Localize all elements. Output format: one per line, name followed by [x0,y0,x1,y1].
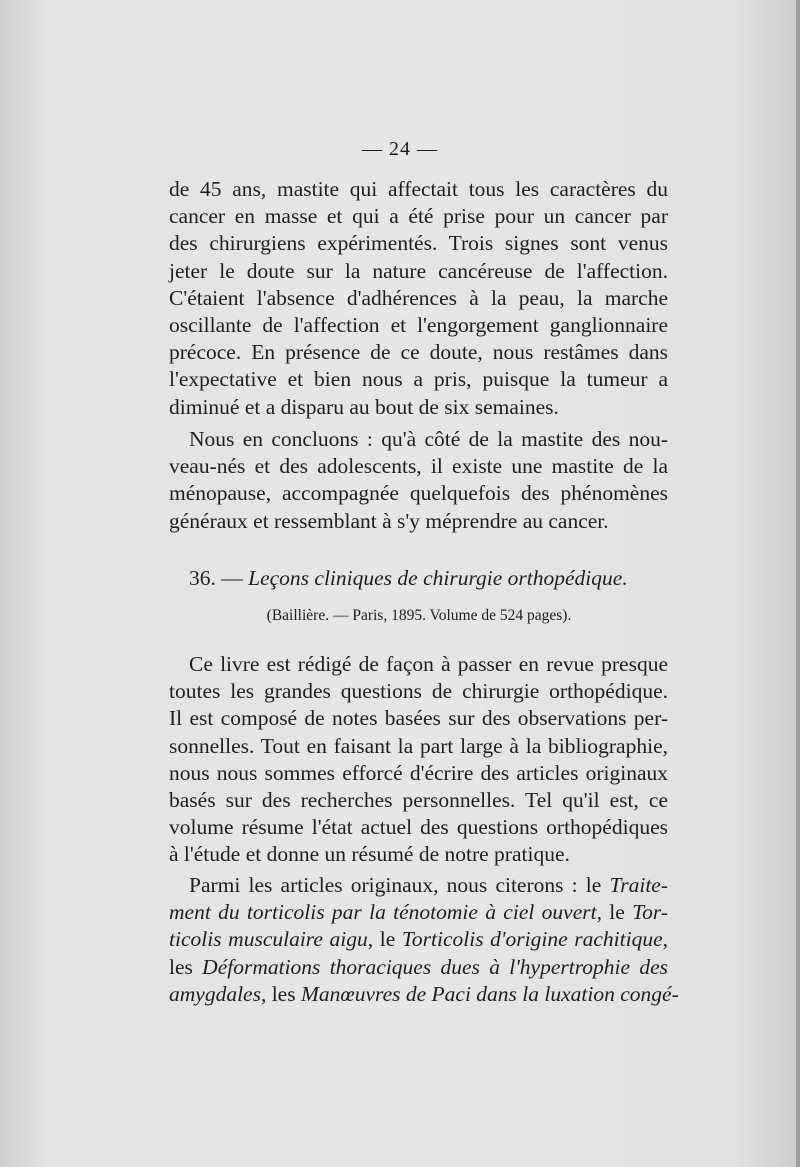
article-title: ticolis musculaire aigu [169,927,368,952]
text-line: à l'étude et donne un résumé de notre pratique. [169,842,570,867]
paragraph-book-description [169,651,668,869]
text-run: les [169,954,203,979]
text-run: , le [367,927,402,952]
text-run: , les [260,981,301,1006]
text-line: l'expectative et bien nous a pris, puisque la tumeur a [169,367,668,392]
text-line: toutes les grandes questions de chirurgie orthopédique. [169,679,668,704]
text-line: oscillante de l'affection et l'engorgement ganglionnaire [169,312,668,337]
text-line: cancer en masse et qui a été prise pour un cancer par [169,204,668,229]
text-line [169,954,668,981]
article-title: Tor- [632,900,668,925]
page-number: — 24 — [362,138,438,160]
entry-number: 36. — [189,566,243,590]
text-line: de 45 ans, mastite qui affectait tous les caractères du [169,177,668,201]
text-line: veau-nés et des adolescents, il existe une mastite de la [169,454,668,479]
text-line: Nous en concluons : qu'à côté de la mastite des nou- [189,427,668,451]
paragraph-mastite-case [169,176,668,421]
article-title: Traite- [609,873,668,897]
text-run: Parmi les articles originaux, nous citerons : le [189,873,610,897]
entry-title: Leçons cliniques de chirurgie orthopédique. [248,566,628,590]
text-line: généraux et ressemblant à s'y méprendre au cancer. [169,508,609,533]
article-title: ment du torticolis par la ténotomie à ciel ouvert [169,900,597,925]
text-line: jeter le doute sur la nature cancéreuse de l'affection. [169,258,668,283]
text-line: des chirurgiens expérimentés. Trois signes sont venus [169,231,668,256]
text-line: Il est composé de notes basées sur des observations per- [169,706,668,731]
article-title: amygdales [169,981,261,1006]
text-line: ménopause, accompagnée quelquefois des phénomènes [169,481,668,506]
paragraph-original-articles [169,872,679,1008]
text-run: , le [596,900,633,925]
text-line: volume résume l'état actuel des questions orthopédiques [169,815,668,840]
entry-publication: (Baillière. — Paris, 1895. Volume de 524 pages). [266,607,572,624]
text-line [169,899,668,926]
text-line: nous nous sommes efforcé d'écrire des articles originaux [169,760,668,785]
text-line: Ce livre est rédigé de façon à passer en revue presque [189,652,668,676]
scan-edge [796,0,800,1167]
text-line [169,981,679,1008]
text-run: , [662,927,668,952]
text-line: précoce. En présence de ce doute, nous restâmes dans [169,340,668,365]
article-title: Torticolis d'origine rachitique [401,927,663,952]
text-line [169,926,668,953]
text-line: sonnelles. Tout en faisant la part large à la bibliographie, [169,733,668,758]
entry-heading [189,566,669,591]
paragraph-conclusion [169,426,668,535]
article-title: Manœuvres de Paci dans la luxation congé- [300,981,679,1006]
text-line [169,872,668,899]
text-line: basés sur des recherches personnelles. Tel qu'il est, ce [169,787,668,812]
text-line: diminué et a disparu au bout de six semaines. [169,394,559,419]
text-line: C'étaient l'absence d'adhérences à la peau, la marche [169,285,668,310]
article-title: Déformations thoraciques dues à l'hypertrophie des [202,954,668,979]
